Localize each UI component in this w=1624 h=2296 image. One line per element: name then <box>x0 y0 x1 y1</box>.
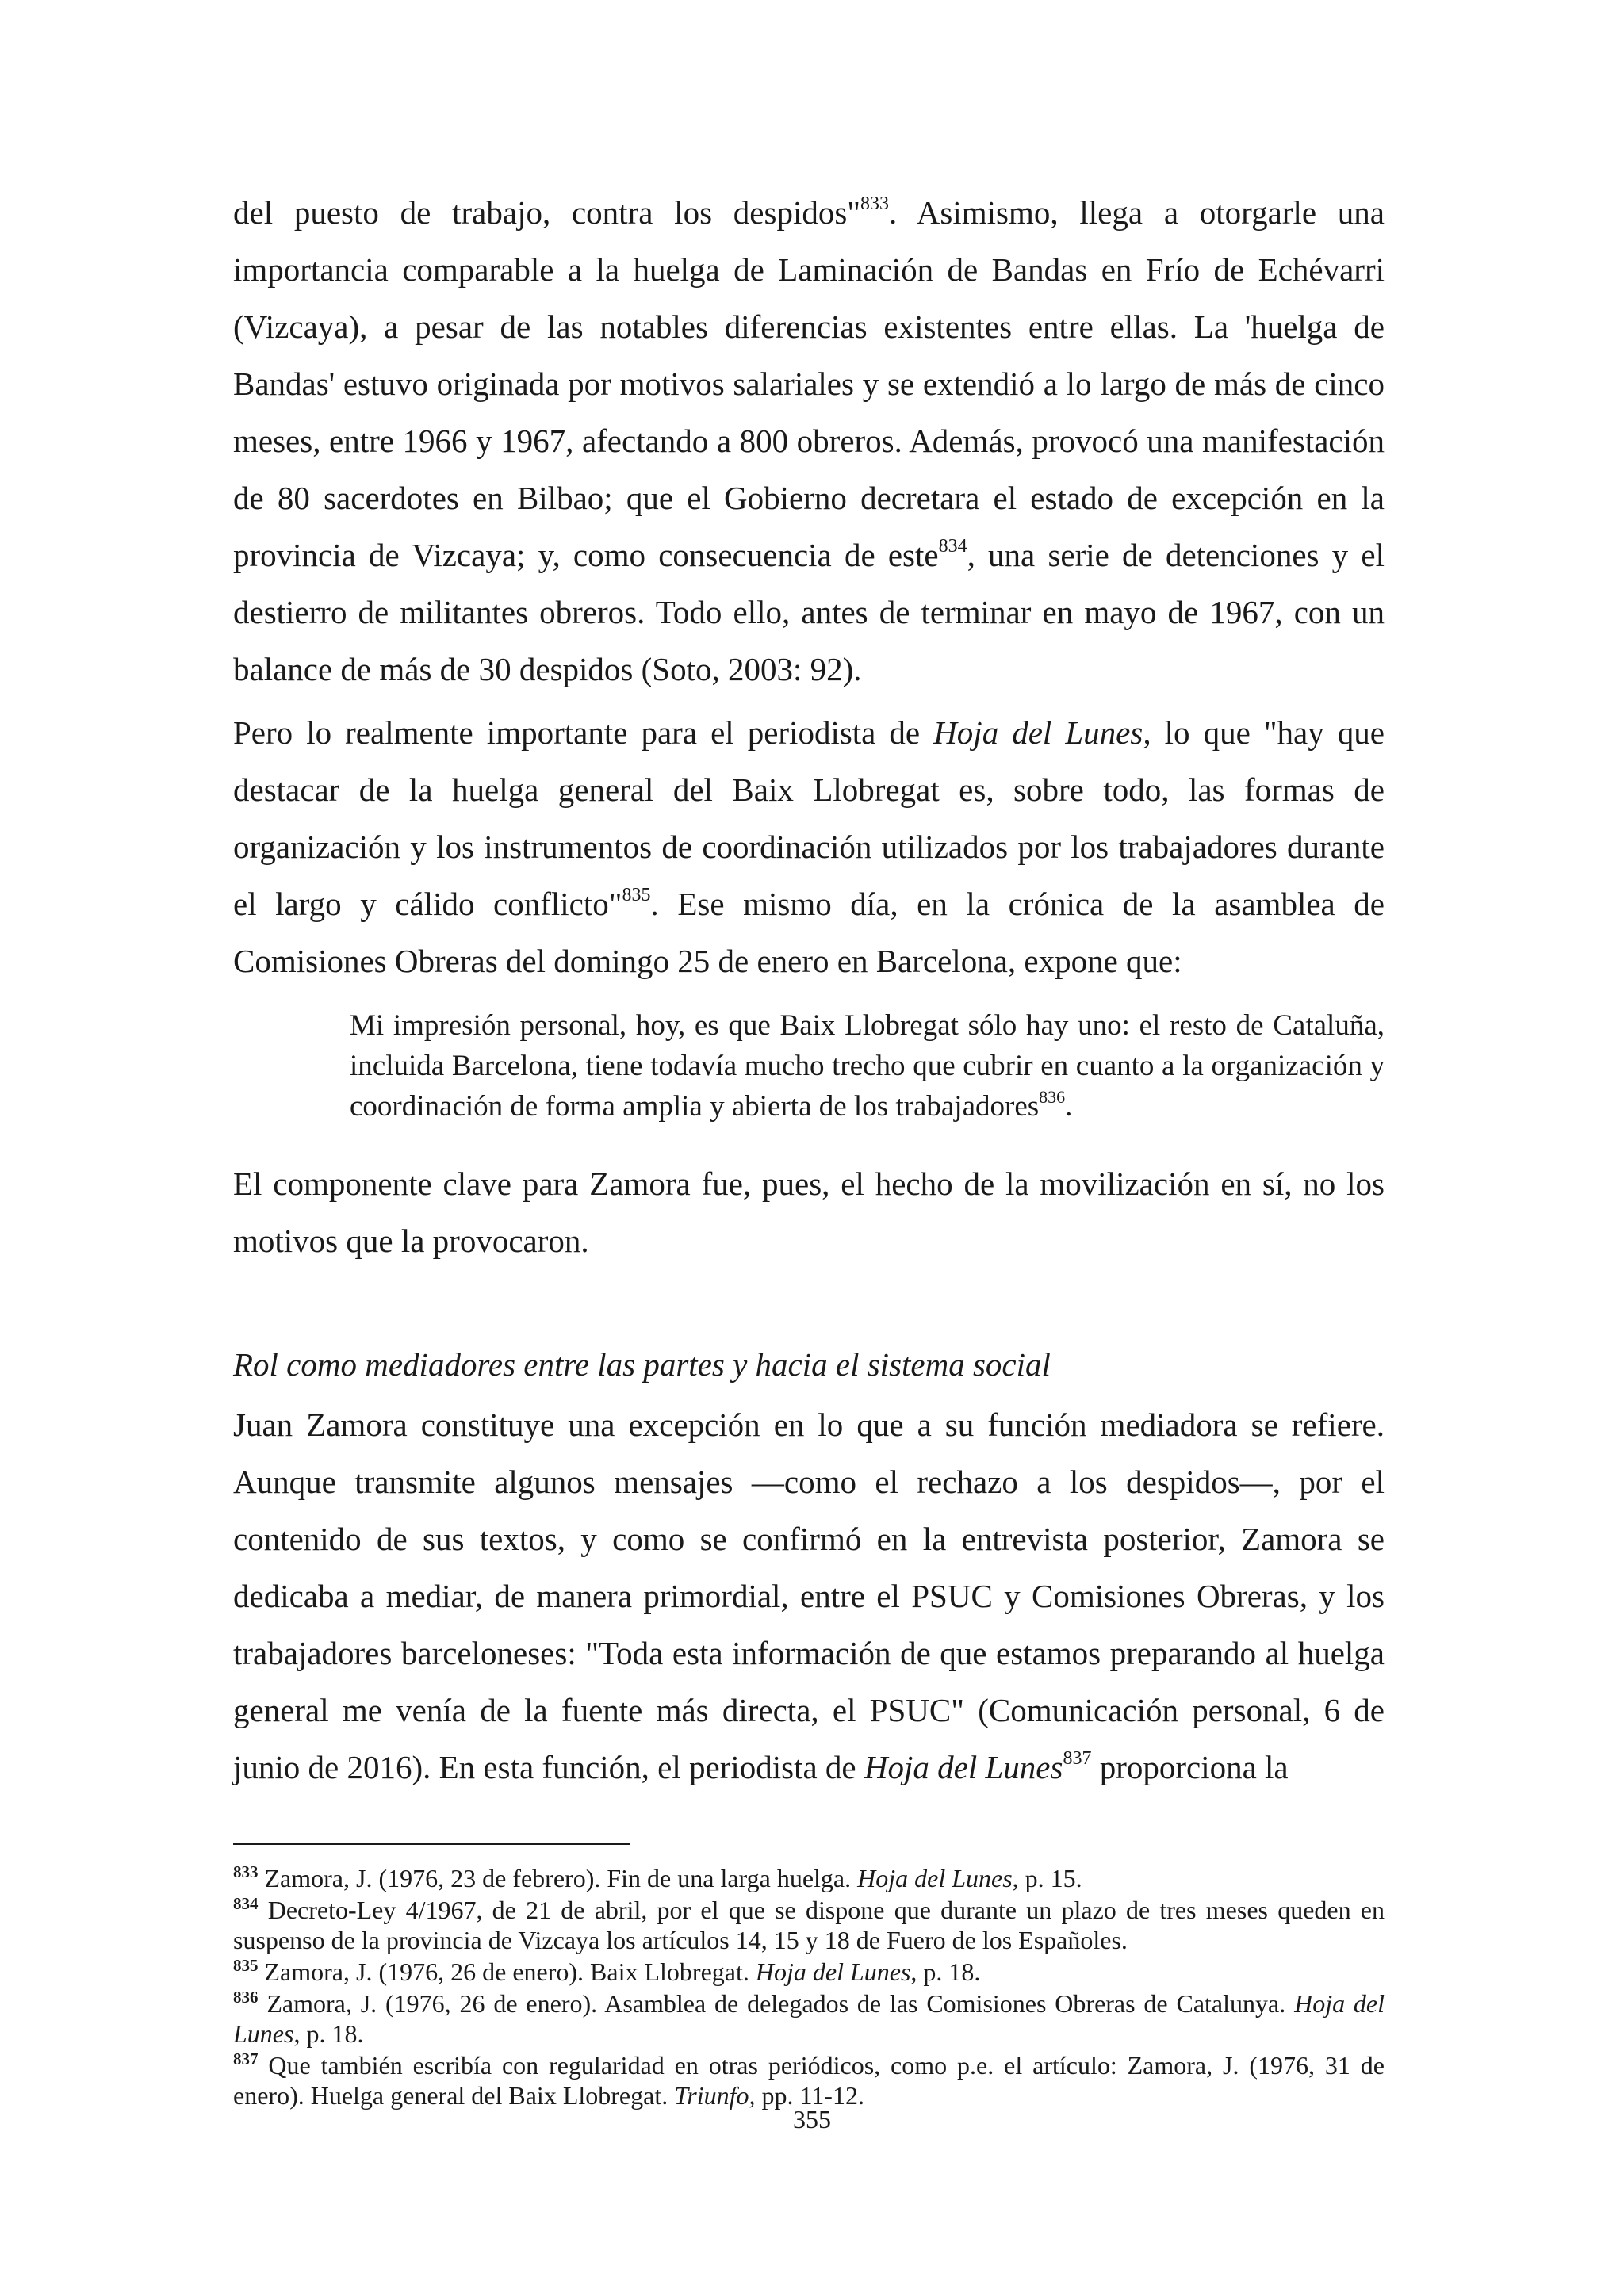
footnote-italic: Hoja del Lunes <box>857 1864 1013 1892</box>
footnote-text: Zamora, J. (1976, 23 de febrero). Fin de una larga huelga. <box>264 1864 858 1892</box>
footnotes <box>233 1863 1385 2112</box>
paragraph-2-text-b: lo que "hay que destacar de la huelga general del Baix Llobregat es, sobre todo, las formas de organización y los instrumentos de coordinación utilizados por los trabajadores durante el largo y cálido conflicto" <box>233 714 1385 922</box>
newspaper-title: Hoja del Lunes <box>864 1749 1063 1785</box>
paragraph-2-text-c: . Ese mismo día, en la crónica de la asamblea de Comisiones Obreras del domingo 25 de enero en Barcelona, expone que: <box>233 886 1385 979</box>
paragraph-1-text-a: del puesto de trabajo, contra los despidos" <box>233 194 861 231</box>
paragraph-1-text-b: . Asimismo, llega a otorgarle una importancia comparable a la huelga de Laminación de Bandas en Frío de Echévarri (Vizcaya), a pesar de las notables diferencias existentes entre ellas. La 'huelga de Bandas' estuvo originada por motivos salariales y se extendió a lo largo de más de cinco meses, entre 1966 y 1967, afectando a 800 obreros. Además, provocó una manifestación de 80 sacerdotes en Bilbao; que el Gobierno decretara el estado de excepción en la provincia de Vizcaya; y, como consecuencia de este <box>233 194 1385 573</box>
footnote <box>233 2050 1385 2110</box>
footnote-ref-834[interactable]: 834 <box>938 536 967 557</box>
footnote-italic: Hoja del Lunes <box>755 1957 911 1986</box>
footnote-italic: Triunfo, <box>674 2081 756 2110</box>
footnote-text: Zamora, J. (1976, 26 de enero). Asamblea de delegados de las Comisiones Obreras de Catalunya. <box>266 1989 1295 2018</box>
paragraph-3: El componente clave para Zamora fue, pues, el hecho de la movilización en sí, no los motivos que la provocaron. <box>233 1165 1385 1259</box>
footnote-text-end: , p. 18. <box>910 1957 981 1986</box>
footnote-ref-835[interactable]: 835 <box>622 885 651 905</box>
newspaper-title: Hoja del Lunes, <box>933 714 1151 751</box>
footnote-ref-833[interactable]: 833 <box>860 193 890 214</box>
body-text <box>233 184 1385 1796</box>
paragraph-4-text-a: Juan Zamora constituye una excepción en lo que a su función mediadora se refiere. Aunque transmite algunos mensajes —como el rechazo a los despidos—, por el contenido de sus textos, y como se confirmó en la entrevista posterior, Zamora se dedicaba a mediar, de manera primordial, entre el PSUC y Comisiones Obreras, y los trabajadores barceloneses: "Toda esta información de que estamos preparando al huelga general me venía de la fuente más directa, el PSUC" (Comunicación personal, 6 de junio de 2016). En esta función, el periodista de <box>233 1406 1385 1785</box>
footnote-text: Decreto-Ley 4/1967, de 21 de abril, por el que se dispone que durante un plazo de tres meses queden en suspenso de la provincia de Vizcaya los artículos 14, 15 y 18 de Fuero de los Españoles. <box>233 1896 1385 1954</box>
quote-end: . <box>1065 1090 1073 1123</box>
paragraph-1 <box>233 184 1385 698</box>
footnote-separator <box>233 1843 630 1845</box>
footnote-text-end: pp. 11-12. <box>755 2081 864 2110</box>
footnote-text: Que también escribía con regularidad en otras periódicos, como p.e. el artículo: Zamora, J. (1976, 31 de enero). Huelga general del Baix Llobregat. <box>233 2051 1385 2110</box>
paragraph-2-text-a: Pero lo realmente importante para el periodista de <box>233 714 934 751</box>
footnote-ref-836[interactable]: 836 <box>1039 1087 1066 1107</box>
paragraph-2 <box>233 704 1385 989</box>
footnote <box>233 1957 1385 1987</box>
footnote-number: 836 <box>233 1988 259 2007</box>
footnote-number: 833 <box>233 1862 259 1881</box>
quote-text: Mi impresión personal, hoy, es que Baix Llobregat sólo hay uno: el resto de Cataluña, incluida Barcelona, tiene todavía mucho trecho que cubrir en cuanto a la organización y coordinación de forma amplia y abierta de los trabajadores <box>350 1009 1385 1123</box>
footnote-number: 835 <box>233 1956 259 1975</box>
footnote <box>233 1895 1385 1955</box>
footnote-italic: Hoja del Lunes <box>233 1989 1385 2048</box>
footnote-number: 834 <box>233 1894 259 1913</box>
footnote-text-end: , p. 18. <box>293 2019 364 2048</box>
footnote-text-end: , p. 15. <box>1012 1864 1082 1892</box>
page-number: 355 <box>793 2105 831 2133</box>
block-quote <box>350 1005 1385 1127</box>
footnote-ref-837[interactable]: 837 <box>1063 1748 1092 1769</box>
paragraph-1-text-c: , una serie de detenciones y el destierro de militantes obreros. Todo ello, antes de terminar en mayo de 1967, con un balance de más de 30 despidos (Soto, 2003: 92). <box>233 537 1385 687</box>
paragraph-4 <box>233 1396 1385 1796</box>
footnote <box>233 1863 1385 1893</box>
footnote-number: 837 <box>233 2049 259 2068</box>
footnote <box>233 1988 1385 2049</box>
footnote-text: Zamora, J. (1976, 26 de enero). Baix Llobregat. <box>264 1957 756 1986</box>
paragraph-4-text-b: proporciona la <box>1091 1749 1289 1785</box>
section-heading: Rol como mediadores entre las partes y hacia el sistema social <box>233 1346 1051 1383</box>
